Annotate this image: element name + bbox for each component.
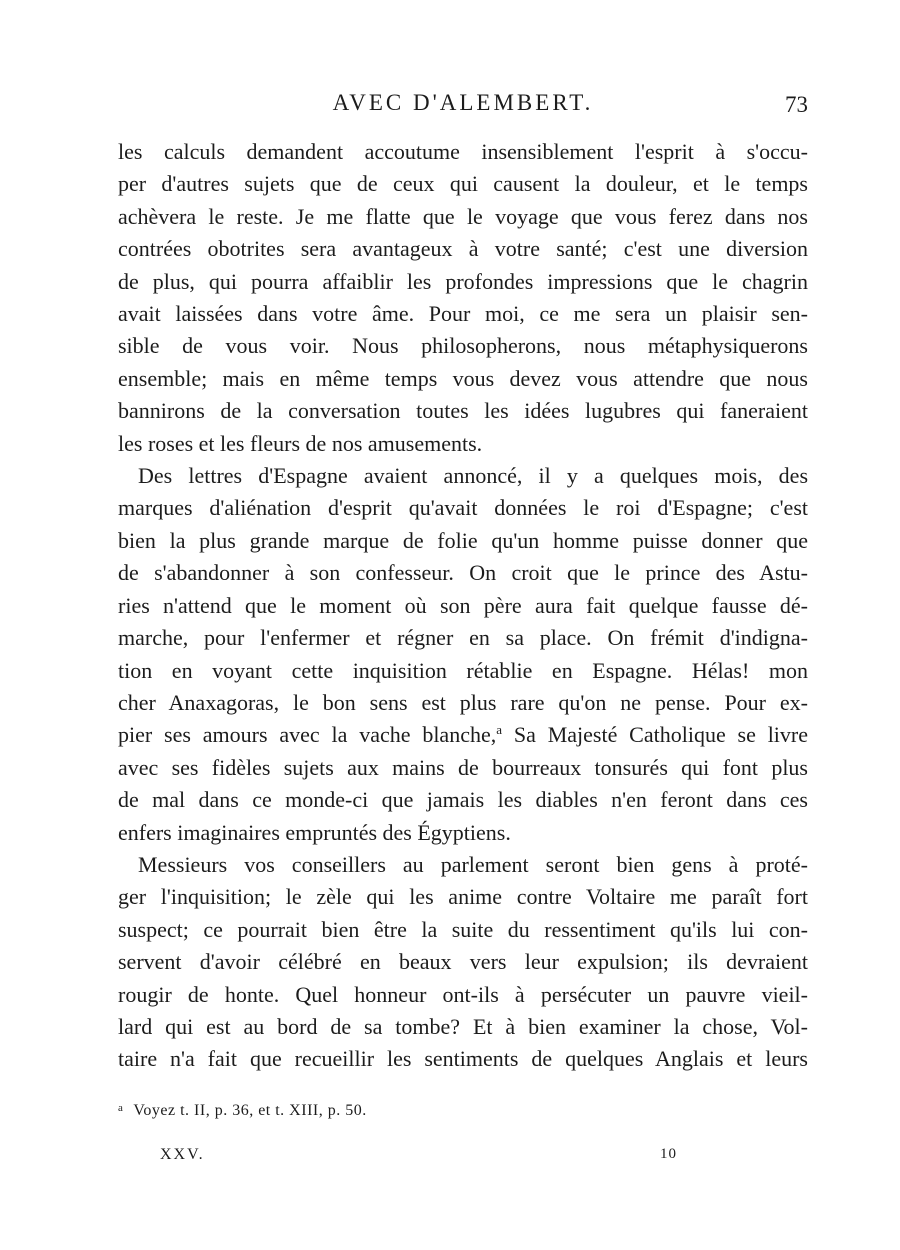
text-line-with-note xyxy=(118,719,808,751)
text-line: contrées obotrites sera avantageux à votre santé; c'est une diversion xyxy=(118,236,808,262)
text-line: enfers imaginaires empruntés des Égyptiens. xyxy=(118,819,511,845)
text-line: bien la plus grande marque de folie qu'un homme puisse donner que xyxy=(118,527,808,553)
text-line: de mal dans ce monde-ci que jamais les diables n'en feront dans ces xyxy=(118,787,808,813)
sheet-signature: 10 xyxy=(660,1146,677,1162)
body-text xyxy=(118,136,808,1076)
text-segment: Sa Majesté Catholique se livre xyxy=(513,722,809,748)
text-line: ries n'attend que le moment où son père aura fait quelque fausse dé- xyxy=(118,592,808,618)
paragraph-3 xyxy=(118,849,808,1076)
footnote xyxy=(118,1102,808,1120)
text-line: tion en voyant cette inquisition rétablie en Espagne. Hélas! mon xyxy=(118,657,808,683)
text-line: de s'abandonner à son confesseur. On croit que le prince des Astu- xyxy=(118,560,808,586)
text-line: servent d'avoir célébré en beaux vers leur expulsion; ils devraient xyxy=(118,949,808,975)
footnote-reference: a xyxy=(496,722,503,738)
text-line: ensemble; mais en même temps vous devez vous attendre que nous xyxy=(118,365,808,391)
text-line: cher Anaxagoras, le bon sens est plus rare qu'on ne pense. Pour ex- xyxy=(118,689,808,715)
volume-signature: XXV. xyxy=(160,1146,205,1163)
text-segment: pier ses amours avec la vache blanche, xyxy=(118,722,497,748)
text-line: avec ses fidèles sujets aux mains de bourreaux tonsurés qui font plus xyxy=(118,754,808,780)
text-line: taire n'a fait que recueillir les sentiments de quelques Anglais et leurs xyxy=(118,1046,808,1072)
text-line: bannirons de la conversation toutes les idées lugubres qui faneraient xyxy=(118,398,808,424)
text-line: Des lettres d'Espagne avaient annoncé, il y a quelques mois, des xyxy=(138,463,808,489)
text-line: avait laissées dans votre âme. Pour moi, ce me sera un plaisir sen- xyxy=(118,301,808,327)
page-header xyxy=(118,90,808,130)
text-line: sible de vous voir. Nous philosopherons, nous métaphysiquerons xyxy=(118,333,808,359)
text-line: lard qui est au bord de sa tombe? Et à bien examiner la chose, Vol- xyxy=(118,1013,808,1039)
text-line: suspect; ce pourrait bien être la suite du ressentiment qu'ils lui con- xyxy=(118,916,808,942)
paragraph-1 xyxy=(118,136,808,460)
text-line: per d'autres sujets que de ceux qui causent la douleur, et le temps xyxy=(118,171,808,197)
text-line: marche, pour l'enfermer et régner en sa place. On frémit d'indigna- xyxy=(118,625,808,651)
footnote-text: Voyez t. II, p. 36, et t. XIII, p. 50. xyxy=(133,1102,367,1119)
paragraph-2 xyxy=(118,460,808,849)
footnote-mark: a xyxy=(118,1102,124,1114)
text-line: les calculs demandent accoutume insensiblement l'esprit à s'occu- xyxy=(118,139,808,164)
text-line: marques d'aliénation d'esprit qu'avait données le roi d'Espagne; c'est xyxy=(118,495,808,521)
text-line: ger l'inquisition; le zèle qui les anime contre Voltaire me paraît fort xyxy=(118,884,808,910)
running-title: AVEC D'ALEMBERT. xyxy=(332,90,594,115)
text-line: Messieurs vos conseillers au parlement seront bien gens à proté- xyxy=(138,851,808,877)
text-line: les roses et les fleurs de nos amusements. xyxy=(118,430,483,456)
text-line: de plus, qui pourra affaiblir les profondes impressions que le chagrin xyxy=(118,268,808,294)
page-number: 73 xyxy=(785,92,808,117)
text-line: rougir de honte. Quel honneur ont-ils à persécuter un pauvre vieil- xyxy=(118,981,808,1007)
text-line: achèvera le reste. Je me flatte que le voyage que vous ferez dans nos xyxy=(118,203,808,229)
